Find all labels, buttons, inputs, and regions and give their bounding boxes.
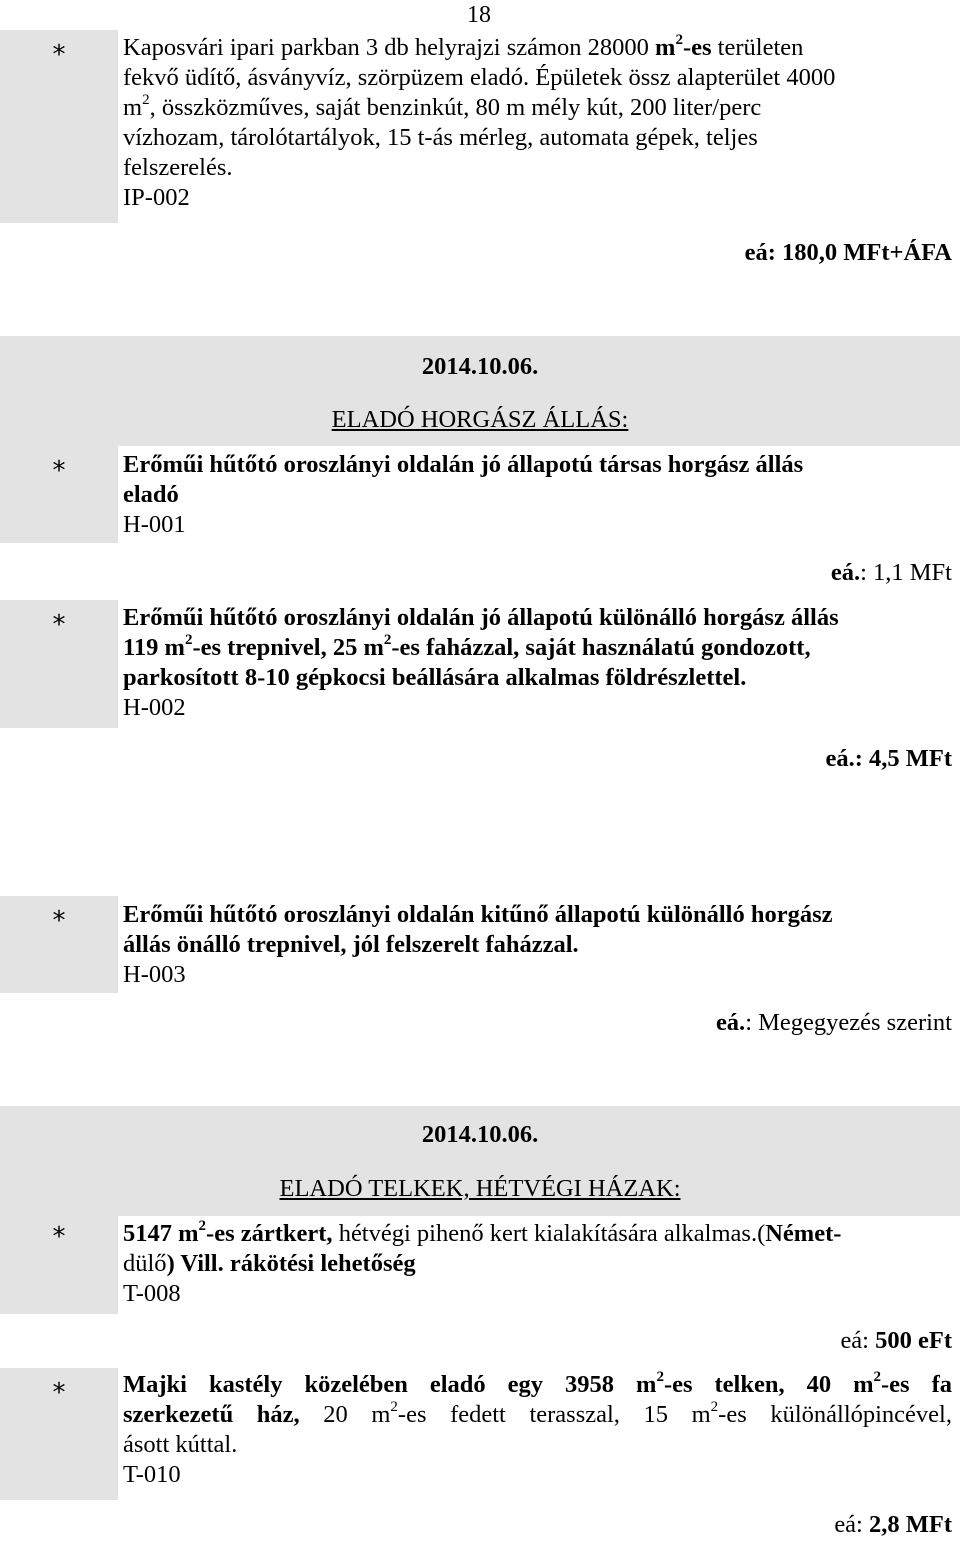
listing-price: eá.: Megegyezés szerint xyxy=(715,1009,952,1036)
page-number: 18 xyxy=(467,2,491,28)
asterisk-icon: * xyxy=(52,610,66,640)
listing-price: eá: 2,8 MFt xyxy=(834,1511,952,1538)
asterisk-icon: * xyxy=(52,40,66,70)
listing-price: eá: 500 eFt xyxy=(840,1327,952,1354)
listing-t-010 xyxy=(123,1370,952,1490)
listing-price: eá.: 4,5 MFt xyxy=(825,745,952,772)
listing-text-line: fekvő üdítő, ásványvíz, szörpüzem eladó. Épületek össz alapterület 4000 xyxy=(123,64,836,91)
section-title: ELADÓ TELKEK, HÉTVÉGI HÁZAK: xyxy=(279,1175,681,1202)
listing-code: H-001 xyxy=(123,511,186,538)
section-date: 2014.10.06. xyxy=(421,353,539,380)
listing-price: eá: 180,0 MFt+ÁFA xyxy=(744,239,952,266)
asterisk-icon: * xyxy=(52,906,66,936)
listing-h-001 xyxy=(123,450,952,540)
listing-text-line: felszerelés. xyxy=(123,154,233,181)
asterisk-icon: * xyxy=(52,1378,66,1408)
section-date: 2014.10.06. xyxy=(421,1121,539,1148)
listing-text-line: Erőműi hűtőtó oroszlányi oldalán jó állapotú társas horgász állás xyxy=(123,451,804,478)
listing-text-line: ásott kúttal. xyxy=(123,1431,238,1458)
listing-code: T-008 xyxy=(123,1280,181,1307)
listing-code: T-010 xyxy=(123,1461,181,1488)
listing-text-line: parkosított 8-10 gépkocsi beállására alkalmas földrészlettel. xyxy=(123,664,747,691)
listing-h-002 xyxy=(123,603,952,723)
listing-text-line: Majki kastély közelében eladó egy 3958 $m^2-es$ telken, 40 $m^2-es$ fa xyxy=(123,1368,952,1398)
listing-code: H-002 xyxy=(123,694,186,721)
listing-text-line: eladó xyxy=(123,481,179,508)
listing-text-line: dülő) Vill. rákötési lehetőség xyxy=(123,1250,416,1277)
asterisk-icon: * xyxy=(52,456,66,486)
listing-text-line: állás önálló trepnivel, jól felszerelt faházzal. xyxy=(123,931,579,958)
listing-t-008 xyxy=(123,1219,952,1309)
asterisk-icon: * xyxy=(52,1222,66,1252)
listing-code: H-003 xyxy=(123,961,186,988)
section-title: ELADÓ HORGÁSZ ÁLLÁS: xyxy=(331,406,629,433)
listing-h-003 xyxy=(123,900,952,990)
listing-text-line: szerkezetű ház, 20 $m^2-es$ fedett terasszal, 15 $m^2-es$ különállópincével, xyxy=(123,1398,952,1428)
listing-text-line: $m^2$, összközműves, saját benzinkút, 80 m mély kút, 200 liter/perc xyxy=(123,91,762,121)
listing-text-line: Kaposvári ipari parkban 3 db helyrajzi számon 28000 $m^2-es$ területen xyxy=(123,31,804,61)
listing-text-line: vízhozam, tárolótartályok, 15 t-ás mérleg, automata gépek, teljes xyxy=(123,124,758,151)
listing-price: eá.: 1,1 MFt xyxy=(830,559,952,586)
listing-code: IP-002 xyxy=(123,184,190,211)
listing-ip-002 xyxy=(123,33,952,213)
listing-text-line: 119 $m^2-es$ trepnivel, 25 $m^2-es$ faházzal, saját használatú gondozott, xyxy=(123,631,811,661)
listing-text-line: 5147 $m^2-es$ zártkert, hétvégi pihenő kert kialakítására alkalmas.(Német- xyxy=(123,1217,842,1247)
listing-text-line: Erőműi hűtőtó oroszlányi oldalán jó állapotú különálló horgász állás xyxy=(123,604,839,631)
listing-text-line: Erőműi hűtőtó oroszlányi oldalán kitűnő állapotú különálló horgász xyxy=(123,901,833,928)
